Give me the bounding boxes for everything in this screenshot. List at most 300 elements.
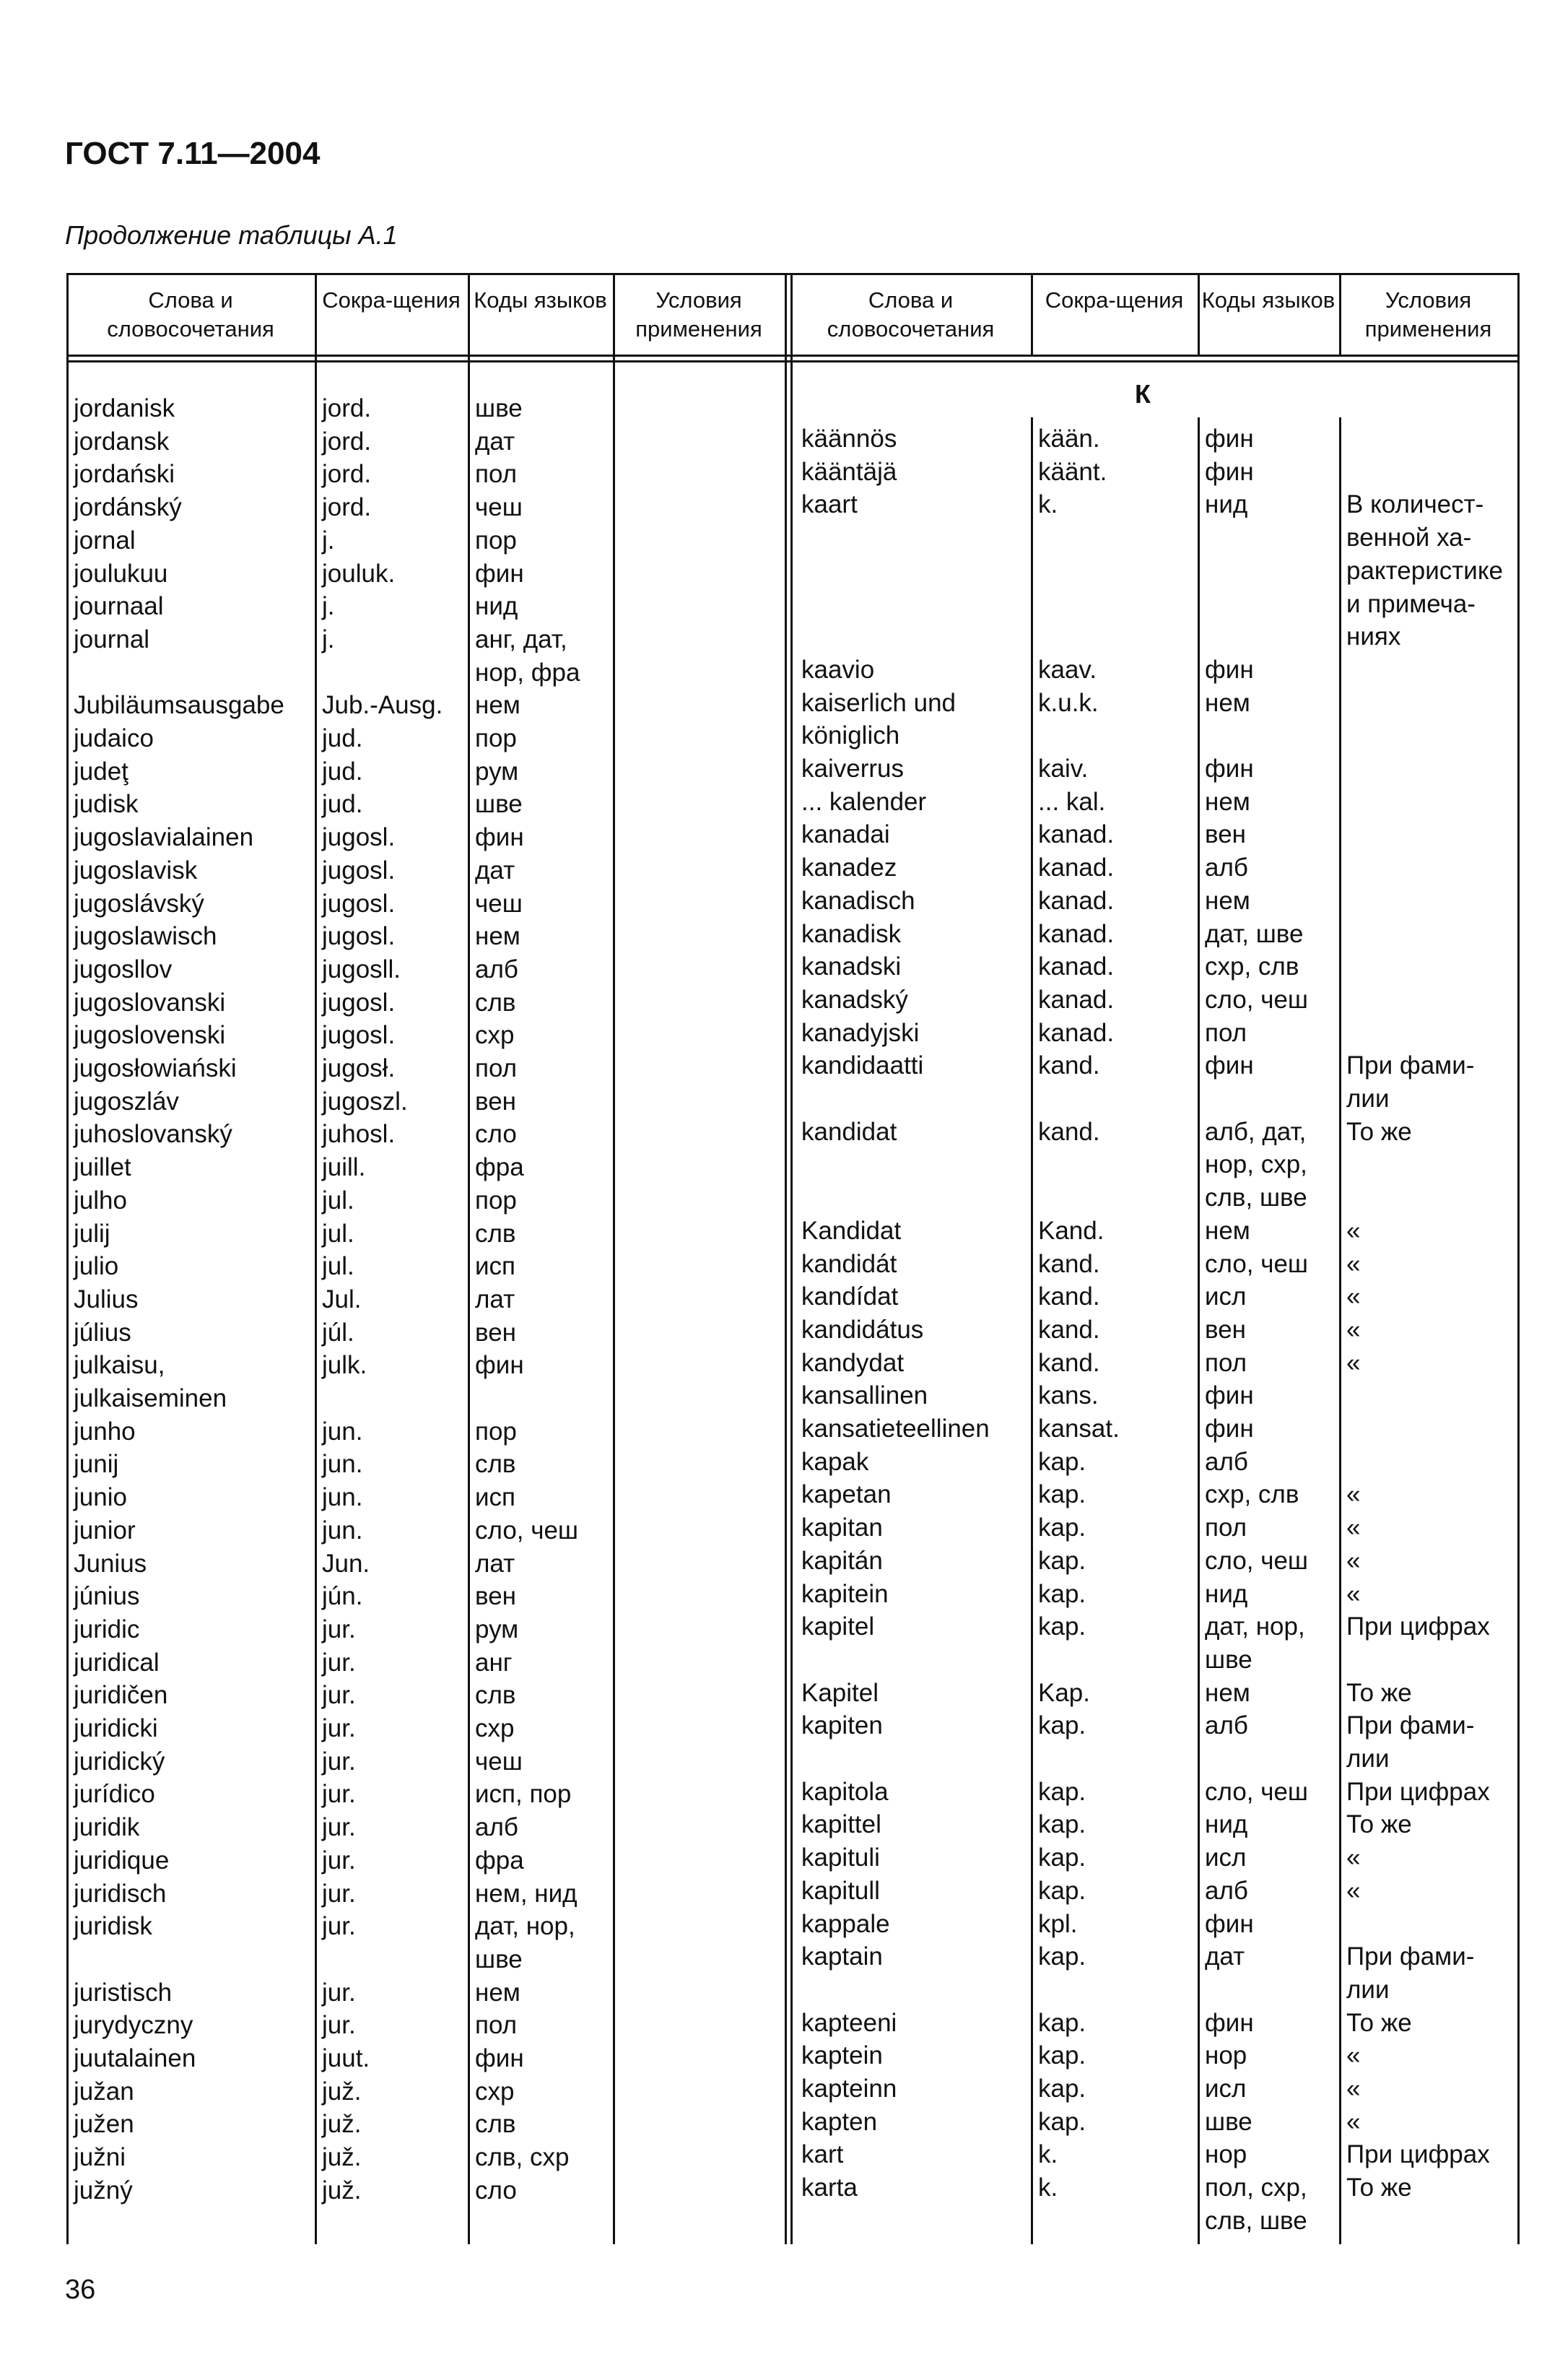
right-word-cell: ... kalender [801, 787, 927, 816]
left-code-cell: лат [475, 1285, 515, 1313]
right-abbr-cell: kap. [1038, 1876, 1086, 1905]
header-rule-1 [66, 355, 1520, 357]
left-word-cell: jordanisk [74, 394, 175, 422]
left-word-cell: juridic [74, 1615, 140, 1643]
left-abbr-cell: jún. [322, 1582, 363, 1611]
right-code-cell: фин [1205, 1415, 1254, 1443]
left-abbr-cell: jur. [322, 2011, 356, 2040]
right-abbr-cell: kanad. [1038, 820, 1115, 849]
right-condition-cell: В количест- [1346, 490, 1484, 519]
right-word-cell: kapitel [801, 1612, 875, 1641]
header-words: Слова и словосочетания [107, 287, 274, 342]
right-code-cell: фин [1205, 2008, 1254, 2037]
left-abbr-cell: jugoszl. [322, 1087, 408, 1116]
right-word-cell: kansatieteellinen [801, 1415, 990, 1443]
left-word-cell: jugosłowiański [74, 1054, 237, 1082]
left-word-cell: junho [74, 1417, 136, 1446]
right-word-cell: Kapitel [801, 1678, 879, 1707]
header-words: Слова и словосочетания [827, 287, 995, 342]
right-word-cell: kansallinen [801, 1381, 928, 1410]
left-code-cell: чеш [475, 493, 523, 522]
left-word-cell: junio [74, 1483, 127, 1512]
right-condition-cell: « [1346, 1315, 1361, 1344]
right-abbr-cell: Kand. [1038, 1216, 1104, 1245]
left-abbr-cell: julk. [322, 1351, 367, 1380]
page-number: 36 [65, 2275, 96, 2305]
left-code-cell: анг [475, 1648, 513, 1677]
right-word-cell: kaavio [801, 655, 875, 684]
left-abbr-cell: jugosl. [322, 823, 396, 852]
right-abbr-cell: kap. [1038, 1480, 1086, 1509]
left-abbr-cell: juž. [322, 2110, 362, 2139]
right-word-cell: kapteinn [801, 2075, 897, 2103]
right-word-cell: Kandidat [801, 1216, 902, 1245]
right-word-cell: kapittel [801, 1810, 881, 1839]
right-abbr-cell: kap. [1038, 2008, 1086, 2037]
left-code-cell: сло [475, 1120, 517, 1149]
right-code-cell: нид [1205, 490, 1248, 519]
right-abbr-cell: kans. [1038, 1381, 1099, 1410]
left-word-cell: jugoszláv [74, 1087, 179, 1116]
left-code-cell: фра [475, 1846, 524, 1875]
right-abbr-cell: kanad. [1038, 1018, 1115, 1047]
left-code-cell: вен [475, 1582, 516, 1611]
left-code-cell: шве [475, 790, 523, 819]
right-code-cell: шве [1205, 2107, 1252, 2136]
col-line [468, 273, 470, 2244]
header-codes: Коды языков [1201, 287, 1335, 313]
left-abbr-cell: jun. [322, 1483, 363, 1512]
left-abbr-cell: jur. [322, 1879, 356, 1908]
left-code-cell: сло [475, 2176, 517, 2205]
left-abbr-cell: jord. [322, 460, 372, 489]
left-abbr-cell: jugosł. [322, 1054, 396, 1082]
left-word-cell: Jubiläumsausgabe [74, 691, 284, 720]
right-code-cell: слв, шве [1205, 1184, 1307, 1212]
right-abbr-cell: kanad. [1038, 952, 1115, 981]
right-word-cell: kapitan [801, 1513, 883, 1542]
left-word-cell: junij [74, 1450, 119, 1479]
left-abbr-cell: jugosl. [322, 1021, 396, 1050]
left-word-cell: julio [74, 1252, 119, 1281]
left-code-cell: нем [475, 1978, 520, 2007]
header-abbr: Сокра-щения [322, 287, 461, 313]
right-condition-cell: « [1346, 2041, 1361, 2070]
right-condition-cell: При цифрах [1346, 2140, 1490, 2169]
left-code-cell: пор [475, 526, 517, 555]
left-code-cell: нид [475, 592, 518, 621]
left-code-cell: шве [475, 1945, 523, 1973]
left-word-cell: jornal [74, 526, 136, 555]
right-word-cell: kaart [801, 490, 858, 519]
header-conditions: Условия применения [1364, 287, 1492, 342]
left-code-cell: нем, нид [475, 1879, 578, 1908]
right-condition-cell: « [1346, 1348, 1361, 1377]
right-code-cell: дат [1205, 1942, 1245, 1971]
right-code-cell: алб [1205, 1711, 1248, 1740]
right-condition-cell: ниях [1346, 622, 1401, 651]
table-top-border [66, 273, 1520, 275]
right-condition-cell: « [1346, 2075, 1361, 2103]
right-word-cell: kappale [801, 1909, 890, 1938]
left-word-cell: julkaiseminen [74, 1384, 227, 1412]
left-abbr-cell: jun. [322, 1516, 363, 1545]
left-abbr-cell: j. [322, 625, 335, 653]
right-condition-cell: При цифрах [1346, 1777, 1490, 1806]
right-word-cell: kapitein [801, 1579, 889, 1608]
left-abbr-cell: jur. [322, 1681, 356, 1710]
right-abbr-cell: kand. [1038, 1117, 1100, 1146]
left-abbr-cell: jur. [322, 1912, 356, 1941]
right-word-cell: kandydat [801, 1348, 905, 1377]
right-abbr-cell: kap. [1038, 1711, 1086, 1740]
left-code-cell: схр [475, 2077, 515, 2106]
left-abbr-cell: jul. [322, 1219, 354, 1248]
left-word-cell: juridicki [74, 1714, 158, 1742]
right-condition-cell: « [1346, 1513, 1361, 1542]
left-code-cell: пол [475, 1054, 518, 1082]
right-word-cell: kaiserlich und [801, 688, 956, 717]
right-code-cell: нем [1205, 787, 1250, 816]
left-word-cell: judaico [74, 724, 154, 752]
left-abbr-cell: jur. [322, 1978, 356, 2007]
right-code-cell: нем [1205, 1678, 1250, 1707]
right-code-cell: вен [1205, 1315, 1246, 1344]
left-abbr-cell: juž. [322, 2176, 362, 2205]
right-abbr-cell: kap. [1038, 1612, 1086, 1641]
left-code-cell: слв [475, 1219, 516, 1248]
left-word-cell: juridisch [74, 1879, 167, 1908]
right-code-cell: алб, дат, [1205, 1117, 1307, 1146]
left-word-cell: juridičen [74, 1681, 168, 1710]
left-word-cell: juutalainen [74, 2044, 196, 2072]
left-abbr-cell: jul. [322, 1186, 354, 1215]
left-code-cell: слв [475, 988, 516, 1017]
right-condition-cell: То же [1346, 1678, 1412, 1707]
left-code-cell: дат [475, 427, 515, 456]
left-code-cell: фин [475, 2044, 524, 2072]
left-code-cell: алб [475, 1813, 518, 1842]
right-word-cell: kapetan [801, 1480, 892, 1509]
left-abbr-cell: Jul. [322, 1285, 362, 1313]
right-abbr-cell: k.u.k. [1038, 688, 1099, 717]
right-condition-cell: « [1346, 1579, 1361, 1608]
right-word-cell: karta [801, 2173, 858, 2202]
col-line [315, 273, 317, 2244]
right-code-cell: алб [1205, 1876, 1248, 1905]
right-abbr-cell: kap. [1038, 1843, 1086, 1872]
right-code-cell: пол [1205, 1513, 1247, 1542]
header-rule-2 [66, 360, 1520, 362]
left-word-cell: jugoslavisk [74, 856, 198, 885]
left-word-cell: Julius [74, 1285, 139, 1313]
left-word-cell: juhoslovanský [74, 1120, 232, 1149]
left-code-cell: рум [475, 1615, 519, 1643]
left-code-cell: алб [475, 955, 518, 983]
left-word-cell: južni [74, 2143, 126, 2172]
left-word-cell: juillet [74, 1153, 131, 1182]
right-word-cell: kandidát [801, 1249, 897, 1278]
right-word-cell: kanadez [801, 854, 897, 882]
left-word-cell: jurídico [74, 1780, 155, 1809]
right-code-cell: нем [1205, 688, 1250, 717]
left-abbr-cell: jugosl. [322, 889, 396, 918]
right-abbr-cell: kap. [1038, 2041, 1086, 2070]
left-abbr-cell: jun. [322, 1450, 363, 1479]
right-abbr-cell: kap. [1038, 1447, 1086, 1476]
right-word-cell: kandidat [801, 1117, 897, 1146]
right-abbr-cell: kap. [1038, 1777, 1086, 1806]
right-code-cell: схр, слв [1205, 952, 1299, 981]
left-word-cell: journal [74, 625, 150, 653]
left-abbr-cell: jugosl. [322, 856, 396, 885]
right-code-cell: алб [1205, 1447, 1248, 1476]
right-abbr-cell: kanad. [1038, 854, 1115, 882]
right-code-cell: вен [1205, 820, 1246, 849]
right-code-cell: сло, чеш [1205, 1777, 1309, 1806]
right-abbr-cell: kap. [1038, 1579, 1086, 1608]
left-code-cell: анг, дат, [475, 625, 567, 653]
left-code-cell: дат [475, 856, 515, 885]
col-line [613, 273, 615, 2244]
left-word-cell: južen [74, 2110, 134, 2139]
left-code-cell: вен [475, 1318, 516, 1347]
left-word-cell: južan [74, 2077, 134, 2106]
left-code-cell: шве [475, 394, 523, 422]
col-line [1517, 273, 1520, 2244]
left-word-cell: jugoslovenski [74, 1021, 226, 1050]
left-code-cell: пор [475, 724, 517, 752]
left-code-cell: пор [475, 1186, 517, 1215]
left-abbr-cell: jugosll. [322, 955, 401, 983]
col-line [66, 273, 69, 2244]
left-word-cell: jugoslawisch [74, 922, 217, 951]
right-code-cell: нор, схр, [1205, 1150, 1307, 1179]
right-abbr-cell: k. [1038, 490, 1058, 519]
right-condition-cell: То же [1346, 1810, 1412, 1839]
right-code-cell: дат, шве [1205, 919, 1304, 948]
right-condition-cell: « [1346, 1876, 1361, 1905]
right-abbr-cell: kand. [1038, 1282, 1100, 1311]
right-code-cell: нор [1205, 2140, 1247, 2169]
right-condition-cell: При фами- [1346, 1051, 1475, 1080]
left-word-cell: jugoslovanski [74, 988, 226, 1017]
left-abbr-cell: jur. [322, 1648, 356, 1677]
right-abbr-cell: kansat. [1038, 1415, 1120, 1443]
left-code-cell: пол [475, 2011, 518, 2040]
header-abbr: Сокра-щения [1045, 287, 1184, 313]
right-abbr-cell: Kap. [1038, 1678, 1090, 1707]
left-word-cell: judeţ [74, 757, 128, 786]
right-code-cell: исл [1205, 1282, 1247, 1311]
right-abbr-cell: kand. [1038, 1051, 1100, 1080]
left-code-cell: слв [475, 1681, 516, 1710]
left-code-cell: фин [475, 1351, 524, 1380]
left-word-cell: julho [74, 1186, 127, 1215]
right-word-cell: kaptein [801, 2041, 883, 2070]
right-code-cell: шве [1205, 1645, 1252, 1674]
left-code-cell: лат [475, 1549, 515, 1578]
right-word-cell: königlich [801, 721, 900, 750]
right-condition-cell: « [1346, 1216, 1361, 1245]
right-code-cell: пол, схр, [1205, 2173, 1307, 2202]
right-word-cell: kaiverrus [801, 755, 904, 783]
right-word-cell: kanadisk [801, 919, 902, 948]
left-word-cell: joulukuu [74, 559, 168, 588]
left-code-cell: исп, пор [475, 1780, 572, 1809]
left-code-cell: чеш [475, 1747, 523, 1776]
left-abbr-cell: juž. [322, 2077, 362, 2106]
header-codes: Коды языков [474, 287, 607, 313]
left-word-cell: juridický [74, 1747, 165, 1776]
right-word-cell: kapitola [801, 1777, 889, 1806]
col-line [1198, 417, 1200, 2244]
left-abbr-cell: jul. [322, 1252, 354, 1281]
right-abbr-cell: kand. [1038, 1315, 1100, 1344]
left-abbr-cell: jud. [322, 724, 363, 752]
right-code-cell: фин [1205, 655, 1254, 684]
left-code-cell: фин [475, 823, 524, 852]
left-word-cell: julij [74, 1219, 110, 1248]
right-condition-cell: При фами- [1346, 1711, 1475, 1740]
right-code-cell: сло, чеш [1205, 985, 1309, 1014]
left-word-cell: južný [74, 2176, 133, 2205]
right-word-cell: kapiten [801, 1711, 883, 1740]
left-abbr-cell: jur. [322, 1780, 356, 1809]
col-line [790, 273, 793, 2244]
right-code-cell: нем [1205, 1216, 1250, 1245]
left-abbr-cell: jord. [322, 427, 372, 456]
right-abbr-cell: käänt. [1038, 457, 1107, 486]
right-word-cell: kapak [801, 1447, 869, 1476]
left-code-cell: исп [475, 1483, 516, 1512]
left-word-cell: július [74, 1318, 131, 1347]
left-word-cell: journaal [74, 592, 164, 621]
right-condition-cell: То же [1346, 2173, 1412, 2202]
left-word-cell: június [74, 1582, 140, 1611]
left-word-cell: jugoslávský [74, 889, 204, 918]
left-code-cell: вен [475, 1087, 516, 1116]
left-code-cell: схр [475, 1714, 515, 1742]
left-code-cell: слв [475, 1450, 516, 1479]
left-word-cell: jugosllov [74, 955, 173, 983]
right-word-cell: kanadyjski [801, 1018, 920, 1047]
right-word-cell: kandidátus [801, 1315, 924, 1344]
right-condition-cell: лии [1346, 1745, 1390, 1773]
right-code-cell: фин [1205, 1381, 1254, 1410]
left-abbr-cell: jun. [322, 1417, 363, 1446]
left-word-cell: juridik [74, 1813, 140, 1842]
right-code-cell: пол [1205, 1018, 1247, 1047]
left-code-cell: пол [475, 460, 518, 489]
right-word-cell: kapituli [801, 1843, 880, 1872]
right-condition-cell: « [1346, 2107, 1361, 2136]
left-word-cell: juridical [74, 1648, 160, 1677]
left-word-cell: juridique [74, 1846, 170, 1875]
col-line [1031, 417, 1033, 2244]
left-code-cell: нем [475, 922, 520, 951]
right-condition-cell: и примеча- [1346, 589, 1476, 618]
left-abbr-cell: jord. [322, 493, 372, 522]
right-condition-cell: венной ха- [1346, 524, 1472, 552]
left-word-cell: jugoslavialainen [74, 823, 254, 852]
left-abbr-cell: j. [322, 526, 335, 555]
left-code-cell: нор, фра [475, 658, 580, 687]
right-code-cell: слв, шве [1205, 2206, 1307, 2235]
right-code-cell: нид [1205, 1579, 1248, 1608]
right-abbr-cell: kap. [1038, 1942, 1086, 1971]
right-word-cell: kapitán [801, 1546, 883, 1575]
left-code-cell: слв, схр [475, 2143, 570, 2172]
left-code-cell: пор [475, 1417, 517, 1446]
right-condition-cell: При фами- [1346, 1942, 1475, 1971]
right-word-cell: käännös [801, 425, 897, 453]
right-code-cell: сло, чеш [1205, 1546, 1309, 1575]
right-abbr-cell: kap. [1038, 1810, 1086, 1839]
right-abbr-cell: kanad. [1038, 919, 1115, 948]
right-abbr-cell: kanad. [1038, 886, 1115, 915]
right-abbr-cell: kap. [1038, 1546, 1086, 1575]
right-code-cell: сло, чеш [1205, 1249, 1309, 1278]
right-word-cell: kapitull [801, 1876, 880, 1905]
right-word-cell: kanadský [801, 985, 908, 1014]
table-continuation-caption: Продолжение таблицы А.1 [65, 220, 398, 250]
right-code-cell: нид [1205, 1810, 1248, 1839]
left-abbr-cell: júl. [322, 1318, 354, 1347]
left-code-cell: схр [475, 1021, 515, 1050]
right-word-cell: kart [801, 2140, 844, 2169]
left-abbr-cell: jugosl. [322, 988, 396, 1017]
left-code-cell: дат, нор, [475, 1912, 575, 1941]
right-word-cell: kääntäjä [801, 457, 897, 486]
left-abbr-cell: j. [322, 592, 335, 621]
right-abbr-cell: k. [1038, 2173, 1058, 2202]
right-abbr-cell: kap. [1038, 2075, 1086, 2103]
abbreviations-table [66, 273, 1520, 2244]
left-word-cell: juridisk [74, 1912, 152, 1941]
right-condition-cell: рактеристике [1346, 556, 1504, 585]
left-abbr-cell: jud. [322, 757, 363, 786]
right-word-cell: kaptain [801, 1942, 883, 1971]
left-word-cell: jordánský [74, 493, 182, 522]
right-code-cell: схр, слв [1205, 1480, 1299, 1509]
right-condition-cell: лии [1346, 1975, 1390, 2004]
right-code-cell: фин [1205, 457, 1254, 486]
left-code-cell: рум [475, 757, 519, 786]
left-abbr-cell: jugosl. [322, 922, 396, 951]
right-condition-cell: « [1346, 1843, 1361, 1872]
col-line [1339, 417, 1341, 2244]
left-abbr-cell: juut. [322, 2044, 370, 2072]
right-abbr-cell: kaav. [1038, 655, 1097, 684]
right-abbr-cell: kap. [1038, 2107, 1086, 2136]
left-abbr-cell: jur. [322, 1747, 356, 1776]
right-abbr-cell: kpl. [1038, 1909, 1078, 1938]
header-conditions: Условия применения [635, 287, 762, 342]
right-code-cell: пол [1205, 1348, 1247, 1377]
left-code-cell: слв [475, 2110, 516, 2139]
right-word-cell: kanadski [801, 952, 902, 981]
left-abbr-cell: jur. [322, 1714, 356, 1742]
left-abbr-cell: jur. [322, 1846, 356, 1875]
left-abbr-cell: Jub.-Ausg. [322, 691, 443, 720]
right-code-cell: фин [1205, 1051, 1254, 1080]
right-word-cell: kapten [801, 2107, 878, 2136]
right-code-cell: нем [1205, 886, 1250, 915]
right-code-cell: алб [1205, 854, 1248, 882]
left-word-cell: jordański [74, 460, 175, 489]
left-code-cell: фра [475, 1153, 524, 1182]
